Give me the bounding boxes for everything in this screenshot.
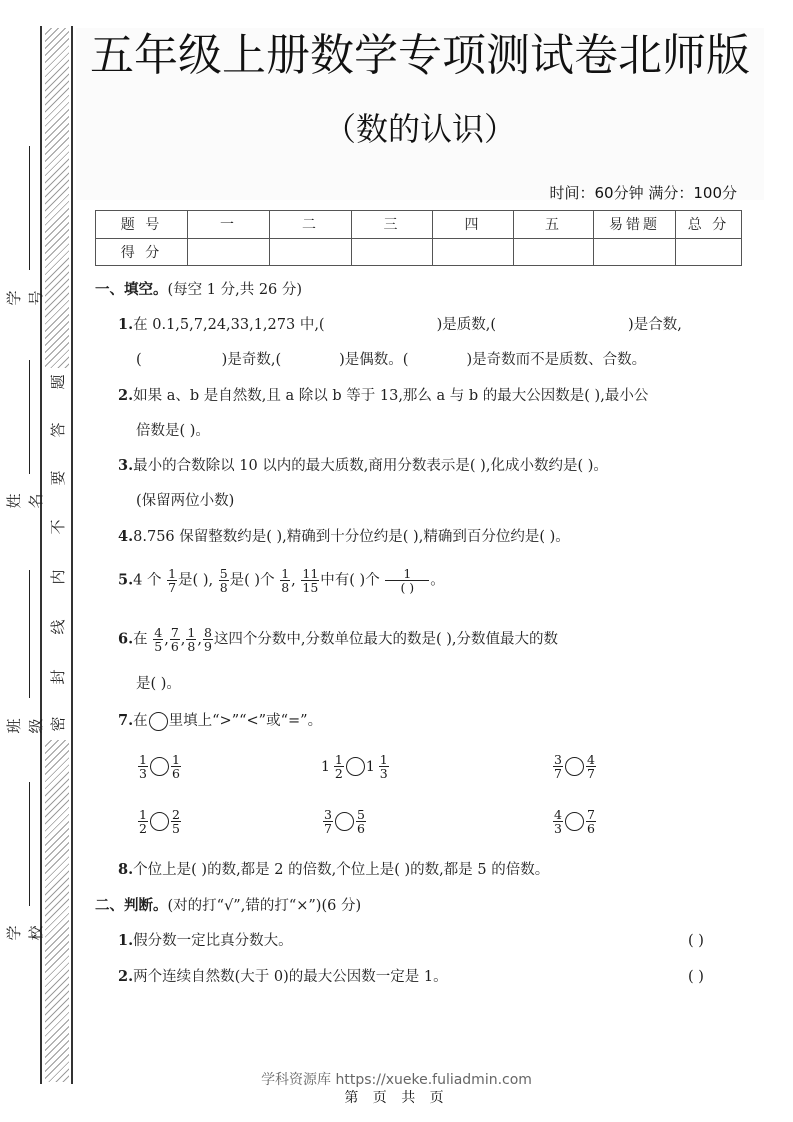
question-1-line-1	[118, 314, 682, 336]
score-table-header-row	[96, 211, 742, 239]
class-field[interactable]	[29, 570, 30, 698]
time-and-score-info: 时间：60分钟 满分：100分	[549, 184, 737, 202]
fraction: $\frac{1}{8}$	[187, 625, 196, 654]
score-cell[interactable]	[594, 238, 676, 266]
score-table	[95, 210, 742, 266]
seal-char: 封	[49, 669, 67, 685]
score-cell[interactable]	[433, 238, 514, 266]
question-text: 在 0.1,5,7,24,33,1,273 中,(	[133, 317, 325, 333]
circle-icon	[149, 712, 168, 731]
question-6-line-1: 6.在 $\frac{4}{5}$ , $\frac{7}{6}$ , $\frac{1}{8}$ , $\frac{8}{9}$ 这四个分数中,分数单位最大的数是( ),分数值最大的数	[118, 625, 559, 654]
question-1-line-2	[136, 349, 646, 371]
header-cell: 易错题	[594, 211, 676, 239]
header-cell: 四	[433, 211, 514, 239]
student-id-label: 学号	[5, 286, 45, 306]
comparison-circle[interactable]	[565, 757, 584, 776]
fraction: $\frac{1}{7}$	[168, 566, 177, 595]
hatch-pattern-top	[45, 28, 69, 368]
question-number: 1.	[118, 932, 134, 949]
question-text: (	[136, 352, 142, 368]
footer-page-number: 第 页 共 页	[344, 1090, 449, 1106]
comparison-circle[interactable]	[335, 812, 354, 831]
judge-item-1	[118, 930, 293, 952]
section-1-note: (每空 1 分,共 26 分)	[167, 282, 303, 298]
question-2-line-2: 倍数是( )。	[136, 423, 210, 439]
school-field[interactable]	[29, 782, 30, 906]
judge-answer-box[interactable]: ( )	[688, 933, 704, 949]
question-text: 是( ),	[178, 572, 214, 589]
page-subtitle: （数的认识）	[323, 110, 516, 148]
header-cell: 五	[514, 211, 594, 239]
header-cell: 题 号	[96, 211, 188, 239]
section-2-heading	[95, 895, 361, 917]
fraction-with-blank-denominator[interactable]: $\frac{1}{( )}$	[385, 567, 429, 594]
question-text: 4 个	[133, 572, 162, 589]
score-cell[interactable]	[352, 238, 433, 266]
question-text: 在	[133, 631, 148, 648]
header-cell: 二	[270, 211, 352, 239]
question-number: 6.	[118, 630, 134, 648]
comparison-item: $\frac{3}{7}$ $\frac{5}{6}$	[324, 807, 365, 836]
comparison-circle[interactable]	[346, 757, 365, 776]
question-number: 3.	[118, 457, 134, 474]
question-2-line-1	[118, 385, 648, 407]
question-text: 这四个分数中,分数单位最大的数是( ),分数值最大的数	[213, 631, 559, 648]
seal-char: 要	[49, 470, 67, 486]
question-4-line-1	[118, 526, 570, 548]
judge-answer-box[interactable]: ( )	[688, 969, 704, 985]
question-text: 如果 a、b 是自然数,且 a 除以 b 等于 13,那么 a 与 b 的最大公因数是( ),最小公	[133, 388, 649, 404]
comparison-item: $\frac{4}{3}$ $\frac{7}{6}$	[554, 807, 595, 836]
class-label: 班级	[5, 714, 45, 734]
question-text: 最小的合数除以 10 以内的最大质数,商用分数表示是( ),化成小数约是( )。	[133, 458, 608, 474]
seal-char: 内	[49, 569, 67, 585]
comparison-circle[interactable]	[565, 812, 584, 831]
header-cell: 三	[352, 211, 433, 239]
question-number: 1.	[118, 316, 134, 333]
question-text: 中有( )个	[320, 572, 380, 589]
question-8-line-1	[118, 859, 549, 881]
question-text: 假分数一定比真分数大。	[133, 933, 293, 949]
fraction: $\frac{7}{6}$	[170, 625, 179, 654]
fraction: $\frac{5}{8}$	[219, 566, 228, 595]
score-table-score-row	[96, 238, 742, 266]
comparison-item: $\frac{3}{7}$ $\frac{4}{7}$	[554, 752, 595, 781]
comparison-circle[interactable]	[150, 812, 169, 831]
question-text: )是奇数而不是质数、合数。	[466, 352, 647, 368]
comparison-item: 1 $\frac{1}{2}$ 1 $\frac{1}{3}$	[321, 752, 388, 781]
judge-item-2	[118, 966, 448, 988]
question-number: 8.	[118, 861, 134, 878]
question-text: )是奇数,(	[221, 352, 282, 368]
header-cell: 一	[188, 211, 270, 239]
question-text: )是偶数。(	[339, 352, 409, 368]
name-field[interactable]	[29, 360, 30, 474]
fraction: $\frac{4}{5}$	[154, 625, 163, 654]
seal-char: 密	[49, 716, 67, 732]
fraction: $\frac{11}{15}$	[302, 566, 319, 595]
score-cell[interactable]	[270, 238, 352, 266]
question-number: 2.	[118, 968, 134, 985]
question-5-line-1	[118, 567, 445, 594]
school-label: 学校	[5, 921, 45, 941]
question-text: 里填上“>”“<”或“=”。	[168, 713, 323, 729]
question-text: 个位上是( )的数,都是 2 的倍数,个位上是( )的数,都是 5 的倍数。	[133, 862, 550, 878]
question-number: 5.	[118, 571, 134, 589]
binding-inner-line	[71, 26, 73, 1084]
question-text: )是合数,	[628, 317, 682, 333]
score-cell[interactable]	[188, 238, 270, 266]
hatch-pattern-bottom	[45, 740, 69, 1082]
name-label: 姓名	[5, 489, 45, 509]
comparison-item: $\frac{1}{3}$ $\frac{1}{6}$	[139, 752, 180, 781]
question-7-line-1	[118, 710, 322, 732]
question-text: )是质数,(	[436, 317, 497, 333]
section-1-title: 一、填空。	[95, 281, 168, 298]
section-1-heading	[95, 279, 302, 301]
question-3-line-1	[118, 455, 608, 477]
seal-char: 不	[49, 519, 67, 535]
question-text: 在	[133, 713, 148, 729]
page-title: 五年级上册数学专项测试卷北师版	[90, 30, 750, 81]
footer-source-link[interactable]: 学科资源库 https://xueke.fuliadmin.com	[261, 1072, 532, 1088]
section-2-note: (对的打“√”,错的打“×”)(6 分)	[167, 898, 362, 914]
comparison-circle[interactable]	[150, 757, 169, 776]
score-cell[interactable]	[514, 238, 594, 266]
question-3-line-2: (保留两位小数)	[136, 493, 235, 509]
comparison-item: $\frac{1}{2}$ $\frac{2}{5}$	[139, 807, 180, 836]
question-text: ,	[291, 572, 296, 589]
question-text: 是( )个	[229, 572, 275, 589]
section-2-title: 二、判断。	[95, 897, 168, 914]
fraction: $\frac{1}{8}$	[281, 566, 290, 595]
student-id-field[interactable]	[29, 146, 30, 270]
seal-char: 线	[49, 619, 67, 635]
question-number: 2.	[118, 387, 134, 404]
question-6-line-2: 是( )。	[136, 676, 181, 692]
question-text: 8.756 保留整数约是( ),精确到十分位约是( ),精确到百分位约是( )。	[133, 529, 570, 545]
score-cell[interactable]	[676, 238, 742, 266]
fraction: $\frac{8}{9}$	[203, 625, 212, 654]
seal-char: 题	[49, 374, 67, 390]
question-text: 。	[430, 572, 445, 589]
question-number: 7.	[118, 712, 134, 729]
score-row-label: 得 分	[96, 238, 188, 266]
header-cell: 总 分	[676, 211, 742, 239]
question-number: 4.	[118, 528, 134, 545]
question-text: 两个连续自然数(大于 0)的最大公因数一定是 1。	[133, 969, 448, 985]
seal-char: 答	[49, 422, 67, 438]
